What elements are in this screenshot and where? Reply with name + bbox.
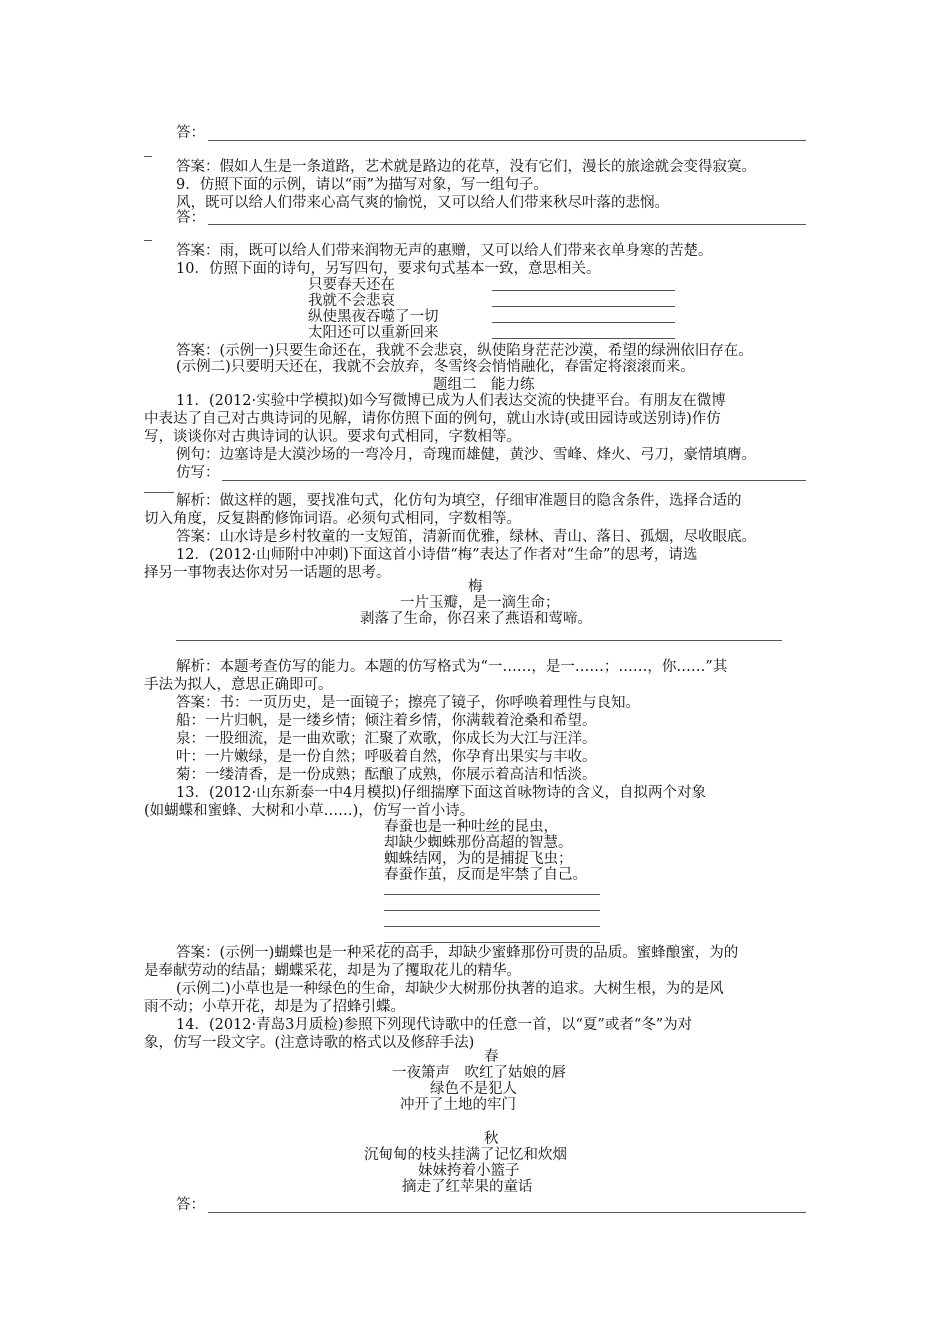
- poem-line: 沉甸甸的枝头挂满了记忆和炊烟: [364, 1147, 567, 1163]
- poem-line: 剥落了生命，你召来了燕语和莺啼。: [360, 611, 592, 627]
- answer-line[interactable]: [208, 1212, 806, 1213]
- answer-label: 答：: [176, 125, 205, 141]
- question-prompt: 14．(2012·青岛3月质检)参照下列现代诗歌中的任意一首，以“夏”或者“冬”为对: [176, 1017, 693, 1033]
- answer-text: 答案：(示例一)只要生命还在，我就不会悲哀，纵使陷身茫茫沙漠，希望的绿洲依旧存在。: [176, 343, 753, 359]
- section-title: 题组二 能力练: [433, 377, 535, 393]
- answer-line[interactable]: [384, 926, 600, 927]
- answer-text: 是奉献劳动的结晶；蝴蝶采花，却是为了攫取花儿的精华。: [144, 963, 521, 979]
- poem-title: 春: [484, 1049, 499, 1065]
- question-prompt: 象，仿写一段文字。(注意诗歌的格式以及修辞手法): [144, 1035, 475, 1051]
- analysis-text: 解析：本题考查仿写的能力。本题的仿写格式为“一……，是一……；……，你……”其: [176, 659, 728, 675]
- answer-line[interactable]: [384, 894, 600, 895]
- answer-line[interactable]: [492, 306, 675, 307]
- analysis-text: 切入角度，反复斟酌修饰词语。必须句式相同，字数相等。: [144, 511, 521, 527]
- answer-line[interactable]: [384, 910, 600, 911]
- poem-line: 纵使黑夜吞噬了一切: [308, 309, 439, 325]
- answer-text: (示例二)小草也是一种绿色的生命，却缺少大树那份执著的追求。大树生根，为的是风: [176, 981, 724, 997]
- poem-line: 一夜箫声 吹红了姑娘的唇: [392, 1065, 566, 1081]
- answer-text: 菊：一缕清香，是一份成熟；酝酿了成熟，你展示着高洁和恬淡。: [176, 767, 597, 783]
- answer-line[interactable]: [492, 322, 675, 323]
- answer-line[interactable]: [492, 290, 675, 291]
- poem-line: 春蚕也是一种吐丝的昆虫，: [384, 819, 558, 835]
- question-prompt: (如蝴蝶和蜜蜂、大树和小草……)，仿写一首小诗。: [144, 803, 475, 819]
- poem-line: 绿色不是犯人: [430, 1081, 517, 1097]
- analysis-text: 手法为拟人，意思正确即可。: [144, 677, 333, 693]
- answer-text: 叶：一片嫩绿，是一份自然；呼吸着自然，你孕育出果实与丰收。: [176, 749, 597, 765]
- answer-text: 答案：(示例一)蝴蝶也是一种采花的高手，却缺少蜜蜂那份可贵的品质。蜜蜂酿蜜，为的: [176, 945, 739, 961]
- question-prompt: 12．(2012·山师附中冲刺)下面这首小诗借“梅”表达了作者对“生命”的思考，请选: [176, 547, 698, 563]
- question-prompt: 13．(2012·山东新泰一中4月模拟)仔细揣摩下面这首咏物诗的含义，自拟两个对象: [176, 785, 706, 801]
- question-prompt: 9．仿照下面的示例，请以“雨”为描写对象，写一组句子。: [176, 177, 549, 193]
- poem-line: 却缺少蜘蛛那份高超的智慧。: [384, 835, 573, 851]
- answer-line[interactable]: [222, 480, 806, 481]
- question-prompt: 写，谈谈你对古典诗词的认识。要求句式相同，字数相等。: [144, 429, 521, 445]
- analysis-text: 解析：做这样的题，要找准句式，化仿句为填空，仔细审准题目的隐含条件，选择合适的: [176, 493, 742, 509]
- example-sentence: 风，既可以给人们带来心高气爽的愉悦，又可以给人们带来秋尽叶落的悲悯。: [176, 195, 669, 211]
- question-prompt: 11．(2012·实验中学模拟)如今写微博已成为人们表达交流的快捷平台。有朋友在微博: [176, 393, 726, 409]
- poem-line: 蜘蛛结网，为的是捕捉飞虫；: [384, 851, 573, 867]
- question-prompt: 中表达了自己对古典诗词的见解，请你仿照下面的例句，就山水诗(或田园诗或送别诗)作仿: [144, 411, 721, 427]
- margin-mark: [144, 156, 152, 157]
- example-sentence: 例句：边塞诗是大漠沙场的一弯冷月，奇瑰而雄健，黄沙、雪峰、烽火、弓刀，豪情填膺。: [176, 447, 756, 463]
- answer-line[interactable]: [384, 942, 600, 943]
- margin-mark: [144, 240, 152, 241]
- answer-text: (示例二)只要明天还在，我就不会放弃，冬雪终会悄悄融化，春雷定将滚滚而来。: [176, 359, 695, 375]
- answer-line[interactable]: [176, 640, 782, 641]
- question-prompt: 择另一事物表达你对另一话题的思考。: [144, 565, 391, 581]
- poem-line: 摘走了红苹果的童话: [402, 1179, 533, 1195]
- poem-line: 一片玉瓣，是一滴生命；: [400, 595, 560, 611]
- answer-label: 答：: [176, 1197, 205, 1213]
- poem-line: 只要春天还在: [308, 277, 395, 293]
- answer-text: 船：一片归帆，是一缕乡情；倾注着乡情，你满载着沧桑和希望。: [176, 713, 597, 729]
- answer-text: 答案：假如人生是一条道路，艺术就是路边的花草，没有它们，漫长的旅途就会变得寂寞。: [176, 159, 756, 175]
- poem-title: 梅: [468, 579, 483, 595]
- answer-label: 答：: [176, 210, 205, 226]
- answer-text: 答案：雨，既可以给人们带来润物无声的惠赠，又可以给人们带来衣单身寒的苦楚。: [176, 243, 713, 259]
- answer-text: 雨不动；小草开花，却是为了招蜂引蝶。: [144, 999, 405, 1015]
- answer-text: 泉：一股细流，是一曲欢歌；汇聚了欢歌，你成长为大江与汪洋。: [176, 731, 597, 747]
- poem-line: 春蚕作茧，反而是牢禁了自己。: [384, 867, 587, 883]
- poem-line: 冲开了土地的牢门: [400, 1097, 516, 1113]
- poem-title: 秋: [484, 1131, 499, 1147]
- answer-label: 仿写：: [176, 465, 220, 481]
- answer-line[interactable]: [208, 224, 806, 225]
- margin-mark: [144, 492, 174, 493]
- answer-line[interactable]: [208, 140, 806, 141]
- question-prompt: 10．仿照下面的诗句，另写四句，要求句式基本一致，意思相关。: [176, 261, 601, 277]
- poem-line: 我就不会悲哀: [308, 293, 395, 309]
- answer-line[interactable]: [492, 338, 675, 339]
- answer-text: 答案：山水诗是乡村牧童的一支短笛，清新而优雅，绿林、青山、落日、孤烟，尽收眼底。: [176, 529, 756, 545]
- answer-text: 答案：书：一页历史，是一面镜子；擦亮了镜子，你呼唤着理性与良知。: [176, 695, 640, 711]
- poem-line: 太阳还可以重新回来: [308, 325, 439, 341]
- poem-line: 妹妹挎着小篮子: [418, 1163, 520, 1179]
